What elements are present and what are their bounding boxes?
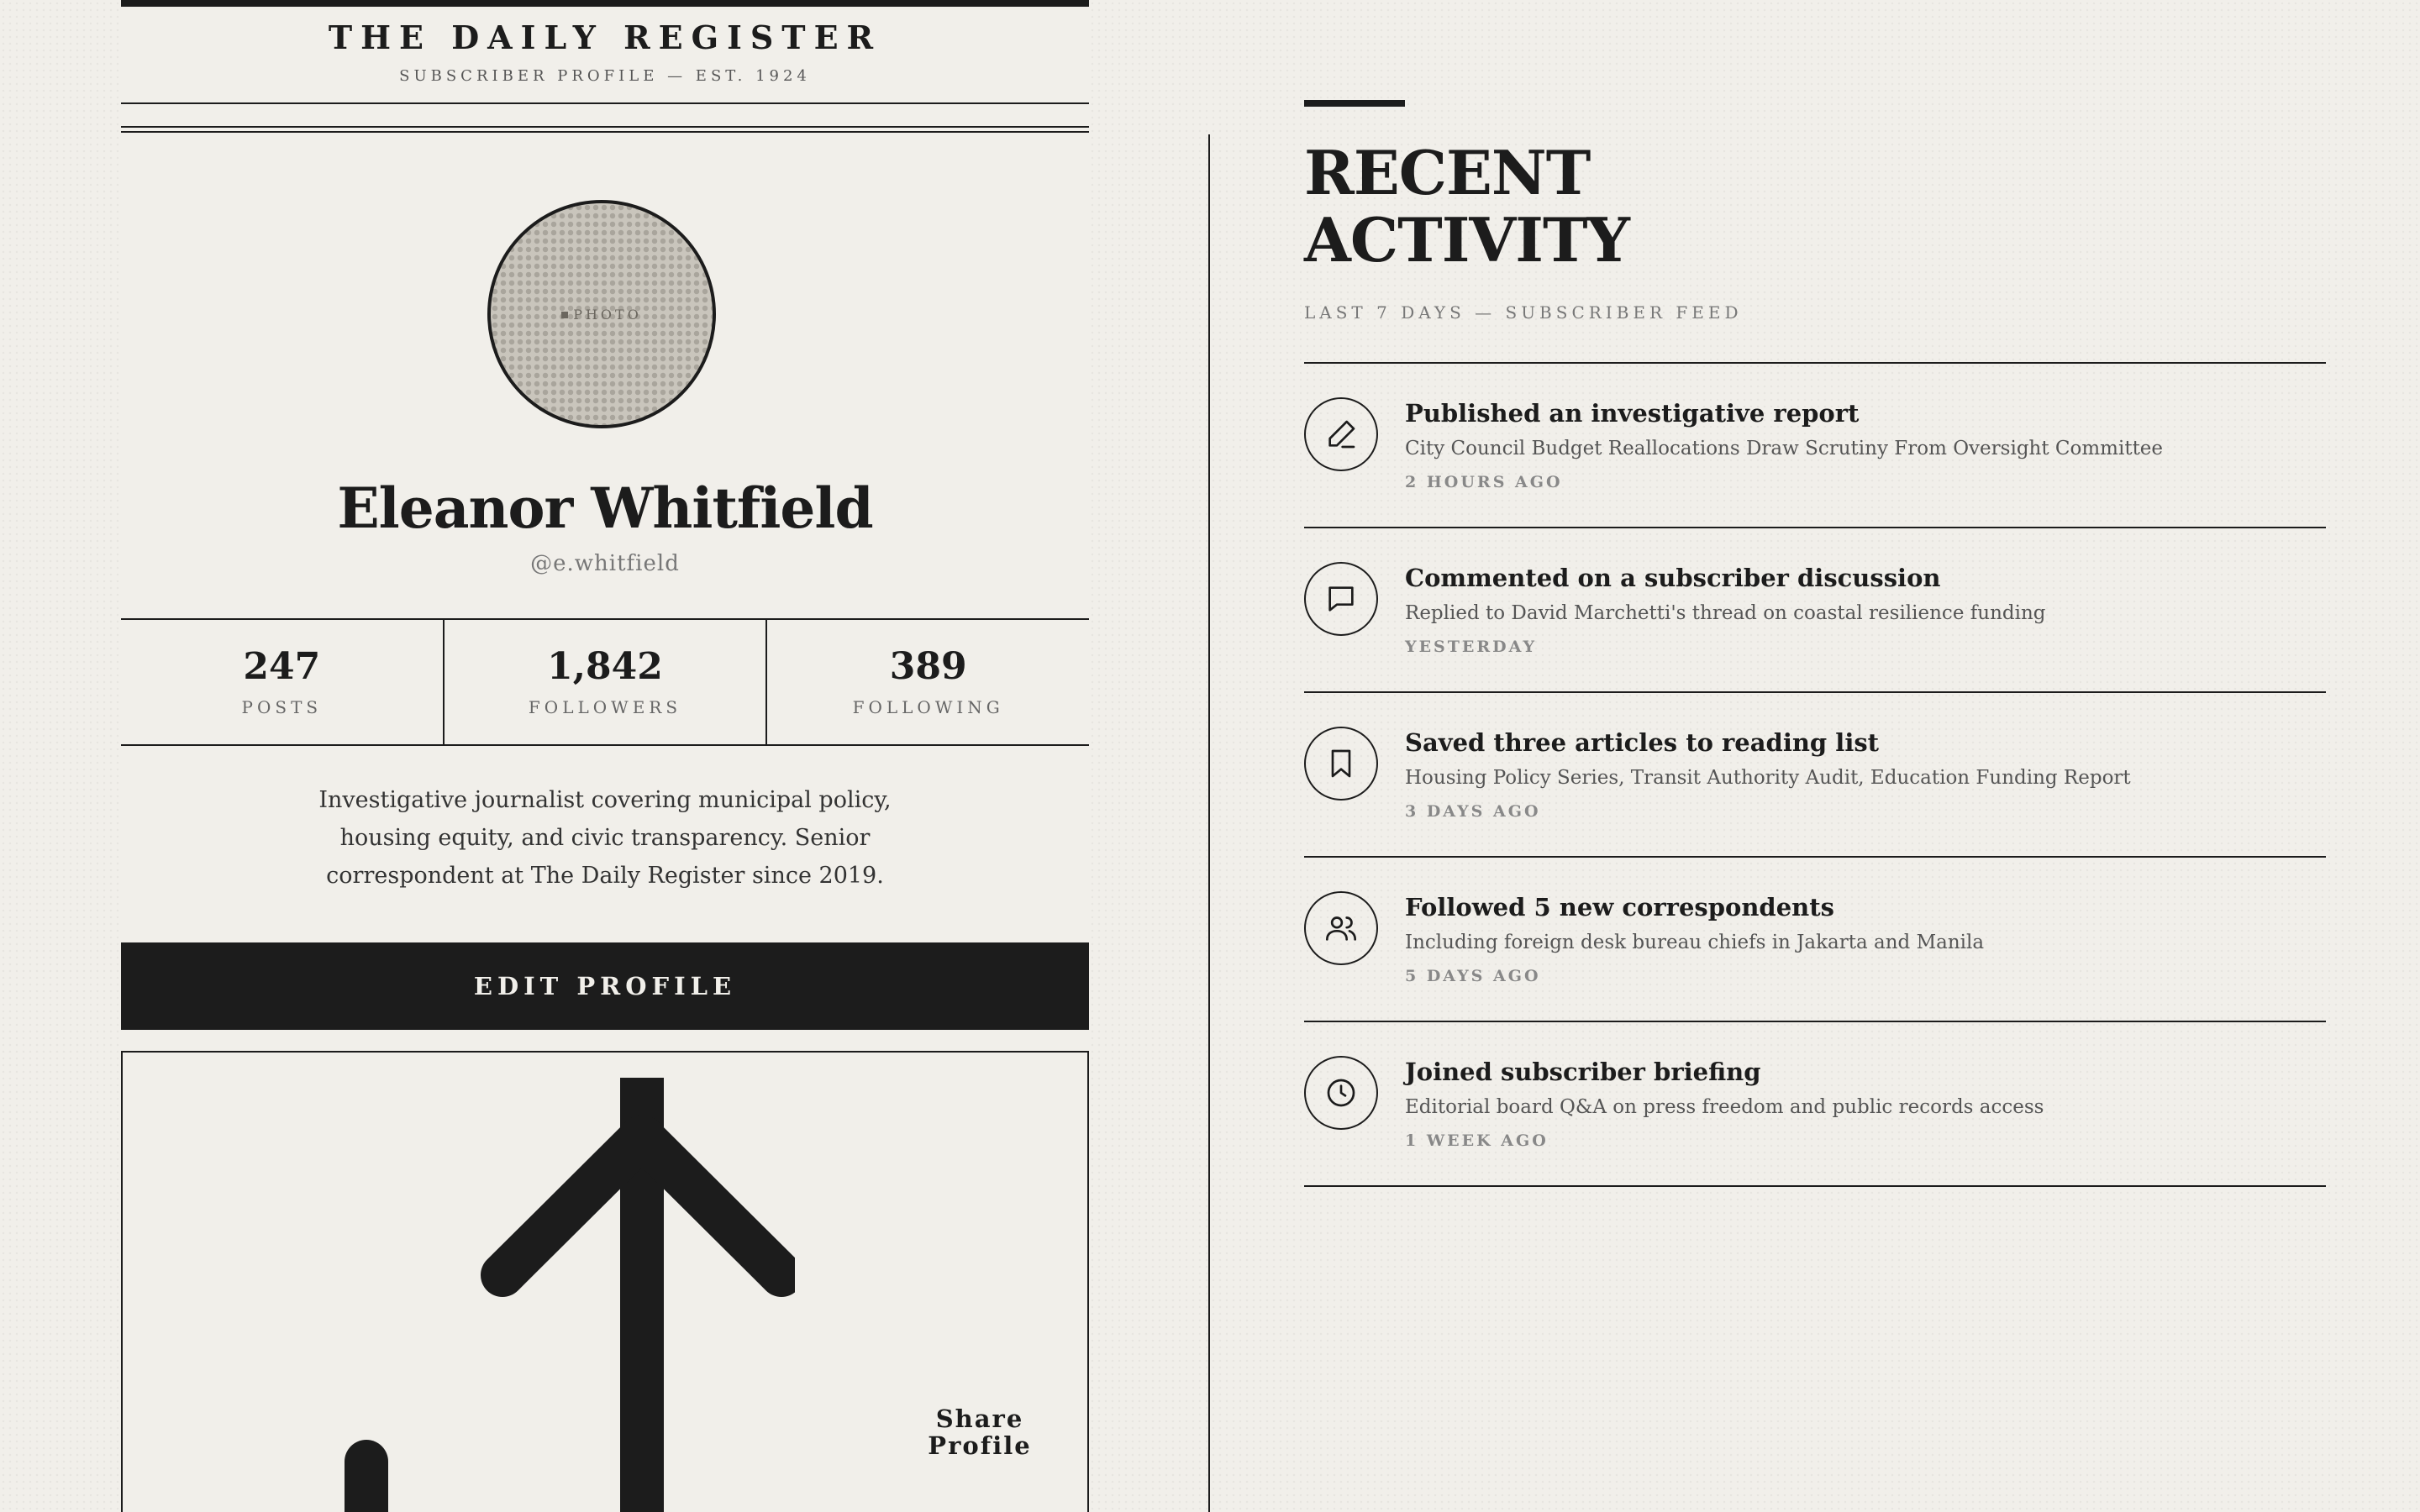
section-subtitle: LAST 7 DAYS — SUBSCRIBER FEED bbox=[1304, 302, 1743, 323]
activity-column bbox=[1304, 0, 2326, 1512]
avatar-photo-label bbox=[561, 307, 642, 323]
stat-label: POSTS bbox=[241, 697, 323, 717]
edit-profile-button[interactable]: EDIT PROFILE bbox=[121, 942, 1089, 1030]
profile-stats bbox=[121, 618, 1089, 746]
activity-title: Followed 5 new correspondents bbox=[1405, 893, 1834, 921]
profile-column bbox=[121, 0, 1089, 1512]
profile-bio: Investigative journalist covering municipal policy, housing equity, and civic transparency. Senior correspondent at The Daily Register since 2019. bbox=[318, 787, 892, 889]
stat-posts[interactable] bbox=[121, 620, 443, 744]
stat-label: FOLLOWERS bbox=[528, 697, 682, 717]
activity-description: Including foreign desk bureau chiefs in Jakarta and Manila bbox=[1405, 932, 1985, 953]
activity-description: Replied to David Marchetti's thread on coastal resilience funding bbox=[1405, 602, 2046, 624]
section-accent-bar bbox=[1304, 100, 1405, 107]
share-profile-label: Share Profile bbox=[928, 1404, 1032, 1460]
activity-title: Saved three articles to reading list bbox=[1405, 728, 1880, 757]
pencil-icon bbox=[1304, 397, 1378, 471]
profile-handle: @e.whitfield bbox=[530, 551, 680, 576]
section-title bbox=[1304, 139, 1976, 274]
masthead-subtitle: SUBSCRIBER PROFILE — EST. 1924 bbox=[399, 67, 811, 85]
activity-time: YESTERDAY bbox=[1405, 638, 1538, 656]
activity-title: Published an investigative report bbox=[1405, 399, 1860, 428]
share-icon bbox=[207, 1078, 795, 1512]
stat-followers[interactable] bbox=[443, 620, 766, 744]
bookmark-icon bbox=[1304, 727, 1378, 801]
comment-icon bbox=[1304, 562, 1378, 636]
masthead-double-rule-bottom bbox=[121, 131, 1089, 133]
activity-title: Commented on a subscriber discussion bbox=[1405, 564, 1941, 592]
avatar-label-text: PHOTO bbox=[573, 306, 642, 323]
masthead-top-bar bbox=[121, 0, 1089, 7]
column-divider bbox=[1208, 134, 1210, 1512]
activity-item[interactable] bbox=[1304, 1022, 2326, 1187]
activity-description: City Council Budget Reallocations Draw Scrutiny From Oversight Committee bbox=[1405, 438, 2164, 459]
activity-description: Editorial board Q&A on press freedom and public records access bbox=[1405, 1096, 2044, 1118]
activity-list bbox=[1304, 362, 2326, 1187]
activity-description: Housing Policy Series, Transit Authority Audit, Education Funding Report bbox=[1405, 767, 2131, 789]
activity-time: 5 DAYS AGO bbox=[1405, 967, 1541, 985]
activity-item[interactable] bbox=[1304, 858, 2326, 1022]
activity-item[interactable] bbox=[1304, 528, 2326, 693]
activity-item[interactable] bbox=[1304, 364, 2326, 528]
profile-name: Eleanor Whitfield bbox=[337, 475, 873, 541]
activity-time: 3 DAYS AGO bbox=[1405, 802, 1541, 821]
clock-icon bbox=[1304, 1056, 1378, 1130]
section-title-line2: ACTIVITY bbox=[1304, 204, 1629, 276]
stat-value: 1,842 bbox=[547, 645, 663, 688]
avatar[interactable] bbox=[487, 200, 716, 428]
activity-time: 1 WEEK AGO bbox=[1405, 1131, 1549, 1150]
activity-item[interactable] bbox=[1304, 693, 2326, 858]
stat-label: FOLLOWING bbox=[852, 697, 1004, 717]
section-title-line1: RECENT bbox=[1304, 137, 1591, 208]
stat-value: 247 bbox=[243, 645, 321, 688]
masthead-title: THE DAILY REGISTER bbox=[328, 18, 882, 56]
share-profile-button[interactable] bbox=[121, 1051, 1089, 1512]
activity-time: 2 HOURS AGO bbox=[1405, 473, 1563, 491]
stat-value: 389 bbox=[889, 645, 967, 688]
photo-dot-icon bbox=[561, 312, 568, 318]
activity-title: Joined subscriber briefing bbox=[1405, 1058, 1761, 1086]
masthead-double-rule-top bbox=[121, 126, 1089, 128]
users-icon bbox=[1304, 891, 1378, 965]
masthead-rule bbox=[121, 102, 1089, 104]
stat-following[interactable] bbox=[765, 620, 1089, 744]
